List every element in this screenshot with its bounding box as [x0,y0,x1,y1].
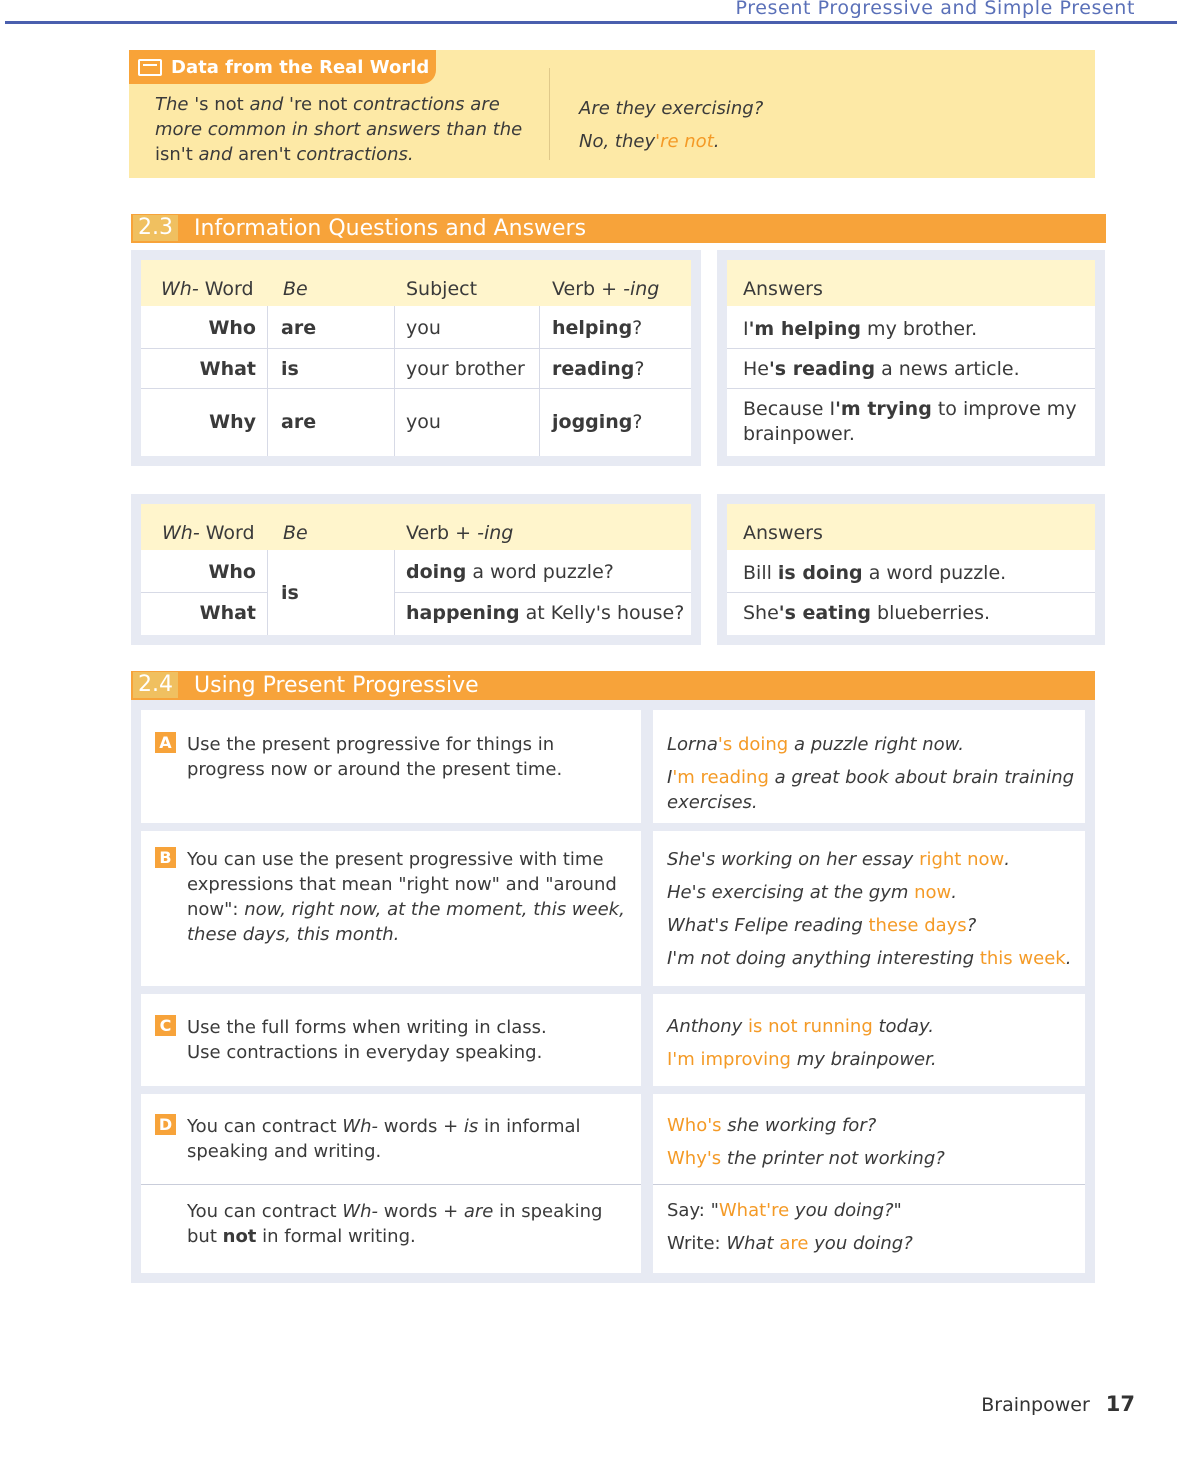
col-divider [267,306,268,456]
table-cell [552,317,642,339]
drw-answer-contraction: 're not [655,131,714,152]
table-cell: you [406,317,441,339]
section-title: Using Present Progressive [194,673,479,698]
text-bold: not [222,1226,257,1247]
ex-part: . [951,882,957,903]
table-cell: Who [208,317,256,339]
ex-highlight: this week [979,948,1066,969]
answer-2 [743,601,990,626]
drw-note-7: and [192,144,239,165]
col-subject: Subject [406,278,478,300]
verb: doing [406,561,467,583]
drw-question: Are they exercising? [579,98,764,119]
text-part: words + [378,1116,464,1137]
row-divider [141,348,691,349]
answer-3 [743,397,1083,447]
ex-highlight: is not running [747,1016,873,1037]
col-be: Be [283,278,308,300]
text-italic: Wh- [342,1116,378,1137]
usage-explanation [141,1094,641,1273]
drw-note-3: and [243,94,290,115]
answers-table-2 [717,494,1105,645]
header-rule [5,21,1177,24]
answer-1 [743,561,1006,586]
write-label: Write: [667,1233,727,1254]
col-be: Be [283,522,308,544]
section-2-3-header [131,214,1106,243]
example [667,1016,934,1037]
text-italic: is [463,1116,479,1137]
answer-2 [743,357,1020,382]
data-from-real-world-box [129,50,1095,178]
usage-text-2 [187,1199,637,1249]
table-cell: you [406,411,441,433]
table-cell: are [281,317,317,339]
ex-part: she working for? [721,1115,877,1136]
col-wh-rest: Word [199,522,255,544]
table-cell [552,358,644,380]
letter-badge-a: A [155,732,176,753]
col-wh-italic: Wh- [161,278,199,300]
usage-row-d [141,1094,1085,1273]
verb: helping [552,317,633,339]
example-say [667,1200,902,1221]
usage-explanation [141,994,641,1086]
ex-part: a great book about brain training [768,767,1075,788]
ex-highlight: Who's [667,1115,722,1136]
row-separator [641,831,653,986]
ex-part: I [667,767,673,788]
row-divider [727,388,1095,389]
ans-verb: 'm helping [748,318,862,340]
ex-part: my brainpower. [790,1049,937,1070]
drw-note-8: aren't [238,144,291,165]
table-cell: Why [209,411,256,433]
letter-badge-b: B [155,847,176,868]
drw-answer-pre: No, they [579,131,656,152]
table-cell [552,411,643,433]
table-cell [406,602,684,624]
say-label: Say: [667,1200,711,1221]
table-cell: is [281,358,299,380]
example [667,1115,876,1136]
row-divider [141,592,267,593]
row-divider [141,388,691,389]
ex-highlight: 's doing [717,734,789,755]
verb: jogging [552,411,633,433]
ex-part: a puzzle right now. [788,734,964,755]
example: exercises. [667,792,758,813]
ex-part: He's exercising at the gym [667,882,915,903]
book-title: Brainpower [981,1394,1090,1416]
table-cell: is [281,582,299,604]
usage-examples [653,994,1085,1086]
ex-highlight: 'm reading [672,767,769,788]
ex-part: She's working on her essay [667,849,920,870]
col-verb-text: Verb + [552,278,624,300]
usage-row-b [141,831,1085,986]
example [667,734,964,755]
rest: at Kelly's house? [519,602,685,624]
questions-table-1 [131,250,701,466]
answer-1 [743,317,977,342]
col-answers: Answers [743,522,823,544]
usage-text: Use the present progressive for things in progress now or around the present time. [187,734,563,780]
row-separator [641,994,653,1086]
ans-part: blueberries. [870,602,991,624]
drw-note-2: 's not [194,94,244,115]
ans-verb: 'm trying [835,398,932,420]
col-wh-word [162,522,255,544]
drw-tab [129,50,436,84]
table-cell: are [281,411,317,433]
usage-examples [653,1094,1085,1273]
col-wh-rest: Word [198,278,254,300]
example [667,849,1010,870]
ex-part: you doing? [808,1233,913,1254]
table-cell: What [199,358,256,380]
col-wh-italic: Wh- [162,522,200,544]
text-part: in informal speaking and writing. [187,1116,581,1162]
verb: reading [552,358,635,380]
usage-row-c [141,994,1085,1086]
answers-table-1 [717,250,1105,466]
ex-highlight: Why's [667,1148,722,1169]
questions-table-2 [131,494,701,645]
section-number: 2.4 [133,672,178,698]
page-footer [981,1392,1135,1416]
ans-verb: is doing [777,562,863,584]
example [667,915,976,936]
drw-example [579,92,763,158]
drw-divider [549,68,550,160]
example [667,882,957,903]
usage-text-1 [187,1114,637,1164]
text-italic: Wh- [342,1201,378,1222]
ans-part: I [743,318,749,340]
ex-highlight: these days [868,915,967,936]
row-divider [727,348,1095,349]
text-part: You can contract [187,1201,343,1222]
ans-part: He [743,358,769,380]
ans-verb: 's eating [778,602,871,624]
text-part: in formal writing. [256,1226,416,1247]
example [667,767,1074,788]
section-2-4-header [131,671,1095,700]
ex-part: What's Felipe reading [667,915,869,936]
drw-note-1: The [155,94,195,115]
usage-explanation [141,831,641,986]
section-title: Information Questions and Answers [194,216,587,241]
ex-highlight: What're [718,1200,790,1221]
row-divider [727,592,1095,593]
col-verb-ing [552,278,659,300]
punct: ? [634,358,645,380]
ans-part: a news article. [875,358,1020,380]
col-verb-ing-italic: -ing [477,522,514,544]
chart-icon [138,59,162,76]
drw-note-4: 're not [289,94,348,115]
ex-part: today. [872,1016,934,1037]
table-cell: What [199,602,256,624]
drw-title: Data from the Real World [171,57,430,78]
ans-part: my brother. [861,318,978,340]
usage-explanation [141,710,641,823]
ex-part: " [710,1200,719,1221]
drw-note [155,92,545,167]
col-wh-word [161,278,254,300]
row-separator [641,1094,653,1273]
running-head: Present Progressive and Simple Present [735,0,1135,19]
punct: ? [632,411,643,433]
ans-part: a word puzzle. [862,562,1007,584]
usage-panel [131,700,1095,1283]
col-answers: Answers [743,278,823,300]
col-verb-text: Verb + [406,522,478,544]
ex-part: What [726,1233,780,1254]
text-part: You can contract [187,1116,343,1137]
ans-part: She [743,602,779,624]
drw-answer-post: . [713,131,720,152]
table-cell [406,561,614,583]
drw-answer [579,125,763,158]
usage-row-a [141,710,1085,823]
usage-text [187,847,637,947]
ex-part: I'm not doing anything interesting [667,948,980,969]
usage-examples [653,831,1085,986]
text-italic: are [463,1201,494,1222]
verb: happening [406,602,520,624]
ex-highlight: now [914,882,952,903]
ex-part: Lorna [667,734,718,755]
col-verb-ing [406,522,513,544]
ans-part: to improve my brainpower. [743,398,1077,445]
drw-note-9: contractions. [290,144,414,165]
col-divider [539,306,540,456]
text-italic: now, right now, at the moment, this week, these days, this month. [187,899,625,945]
letter-badge-d: D [155,1114,176,1135]
ex-part: Anthony [667,1016,748,1037]
ex-part: you doing?" [789,1200,902,1221]
ex-part: the printer not working? [721,1148,945,1169]
ans-verb: 's reading [768,358,876,380]
rest: a word puzzle? [466,561,614,583]
drw-note-5: contractions are more common in short answers than the [155,94,523,140]
letter-badge-c: C [155,1015,176,1036]
example [667,1148,945,1169]
ex-highlight: I'm improving [667,1049,791,1070]
ex-part: . [1065,948,1072,969]
ex-part: ? [966,915,977,936]
usage-text-1: Use the full forms when writing in class. [187,1017,547,1038]
table-cell: Who [208,561,256,583]
ex-highlight: right now [919,849,1005,870]
text-part: words + [378,1201,464,1222]
row-separator [641,710,653,823]
row-divider [394,592,691,593]
section-number: 2.3 [133,215,178,241]
ans-part: Bill [743,562,778,584]
text-part: in speaking but [187,1201,603,1247]
drw-note-6: isn't [155,144,193,165]
usage-examples [653,710,1085,823]
ans-part: Because I [743,398,836,420]
ex-part: . [1004,849,1010,870]
text-part: You can use the present progressive with time expressions that mean "right now" and "around now": [187,849,617,920]
page-number: 17 [1105,1392,1135,1416]
example [667,948,1071,969]
example [667,1049,937,1070]
example-write [667,1233,913,1254]
punct: ? [632,317,643,339]
col-verb-ing-italic: -ing [623,278,660,300]
ex-highlight: are [779,1233,809,1254]
table-cell: your brother [406,358,525,380]
usage-text-2: Use contractions in everyday speaking. [187,1042,543,1063]
col-divider [394,306,395,456]
col-divider [267,550,268,635]
